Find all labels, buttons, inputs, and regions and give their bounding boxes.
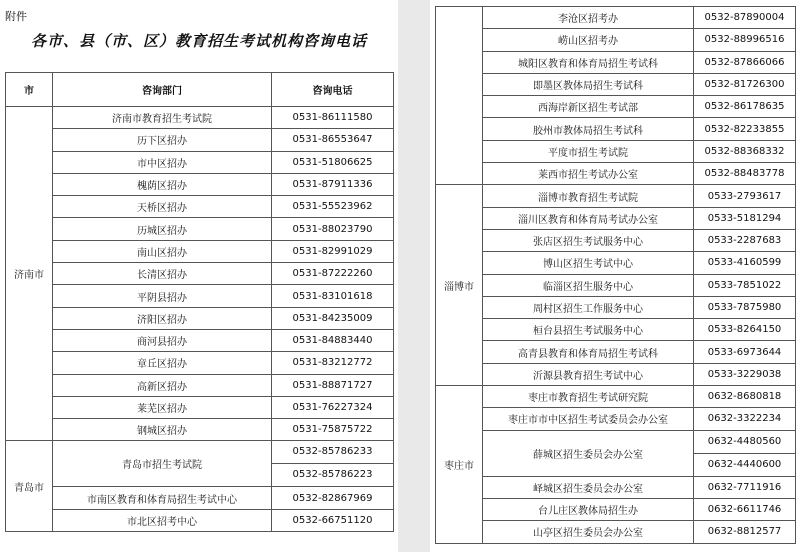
dept-cell: 高新区招办 [53, 374, 272, 396]
document-page-right [430, 0, 800, 552]
table-row [436, 274, 796, 296]
table-row [436, 252, 796, 274]
dept-cell: 高青县教育和体育局招生考试科 [483, 341, 694, 363]
document-title: 各市、县（市、区）教育招生考试机构咨询电话 [30, 32, 367, 50]
phone-cell: 0533-7875980 [694, 296, 796, 318]
header-phone: 咨询电话 [272, 73, 394, 107]
dept-cell: 即墨区教体局招生考试科 [483, 73, 694, 95]
city-cell: 济南市 [6, 107, 53, 441]
phone-cell: 0532-88368332 [694, 140, 796, 162]
dept-cell: 槐荫区招办 [53, 173, 272, 195]
dept-cell: 台儿庄区教体局招生办 [483, 498, 694, 520]
table-row [436, 430, 796, 476]
phone-cell: 0533-3229038 [694, 363, 796, 385]
phone-primary: 0632-4480560 [707, 435, 782, 447]
dept-cell: 沂源县教育招生考试中心 [483, 363, 694, 385]
table-row [6, 329, 394, 351]
contact-table-right [435, 6, 796, 544]
annex-label: 附件 [5, 10, 27, 23]
dept-cell: 临淄区招生服务中心 [483, 274, 694, 296]
dept-cell: 市北区招考中心 [53, 509, 272, 531]
phone-cell: 0531-86111580 [272, 107, 394, 129]
table-row [436, 341, 796, 363]
header-city: 市 [6, 73, 53, 107]
phone-secondary: 0632-4440600 [694, 453, 795, 476]
table-row [6, 307, 394, 329]
table-row [6, 218, 394, 240]
phone-cell: 0531-55523962 [272, 196, 394, 218]
dept-cell: 天桥区招办 [53, 196, 272, 218]
table-row [6, 196, 394, 218]
phone-cell: 0533-5181294 [694, 207, 796, 229]
table-row [436, 363, 796, 385]
phone-cell: 0531-83212772 [272, 352, 394, 374]
table-row [436, 185, 796, 207]
phone-cell: 0532-81726300 [694, 73, 796, 95]
document-page-left [0, 0, 398, 552]
table-row [6, 129, 394, 151]
table-row [6, 107, 394, 129]
table-row [436, 319, 796, 341]
city-cell: 枣庄市 [436, 386, 483, 543]
dept-cell: 济南市教育招生考试院 [53, 107, 272, 129]
phone-cell: 0531-87222260 [272, 263, 394, 285]
phone-cell: 0531-83101618 [272, 285, 394, 307]
phone-cell: 0531-84235009 [272, 307, 394, 329]
table-row [6, 240, 394, 262]
table-header-row [6, 73, 394, 107]
dept-cell: 历城区招办 [53, 218, 272, 240]
phone-cell: 0533-8264150 [694, 319, 796, 341]
phone-cell: 0531-75875722 [272, 419, 394, 441]
phone-cell: 0531-84883440 [272, 329, 394, 351]
dept-cell: 枣庄市教育招生考试研究院 [483, 386, 694, 408]
dept-cell: 淄川区教育和体育局考试办公室 [483, 207, 694, 229]
table-row [6, 509, 394, 531]
table-row [6, 374, 394, 396]
dept-cell: 市中区招办 [53, 151, 272, 173]
dept-cell: 平度市招生考试院 [483, 140, 694, 162]
table-row [436, 51, 796, 73]
dept-cell: 莱西市招生考试办公室 [483, 163, 694, 185]
phone-cell: 0532-88483778 [694, 163, 796, 185]
table-row [436, 7, 796, 29]
phone-cell: 0533-6973644 [694, 341, 796, 363]
phone-cell: 0532-82233855 [694, 118, 796, 140]
dept-cell: 平阴县招办 [53, 285, 272, 307]
phone-cell: 0532-86178635 [694, 96, 796, 118]
table-row [6, 285, 394, 307]
dept-cell: 历下区招办 [53, 129, 272, 151]
dept-cell: 淄博市教育招生考试院 [483, 185, 694, 207]
phone-cell: 0632-8680818 [694, 386, 796, 408]
phone-cell: 0532-87890004 [694, 7, 796, 29]
contact-table-left [5, 72, 394, 532]
table-row [6, 396, 394, 418]
dept-cell: 商河县招办 [53, 329, 272, 351]
dept-cell: 南山区招办 [53, 240, 272, 262]
header-dept: 咨询部门 [53, 73, 272, 107]
phone-cell: 0531-51806625 [272, 151, 394, 173]
city-cell: 淄博市 [436, 185, 483, 386]
city-cell: 青岛市 [6, 441, 53, 532]
table-row [436, 207, 796, 229]
phone-cell: 0632-3322234 [694, 408, 796, 430]
dept-cell: 博山区招生考试中心 [483, 252, 694, 274]
table-row [436, 118, 796, 140]
phone-cell: 0632-8812577 [694, 521, 796, 543]
dept-cell: 西海岸新区招生考试部 [483, 96, 694, 118]
dept-cell: 桓台县招生考试服务中心 [483, 319, 694, 341]
table-row [6, 151, 394, 173]
dept-cell: 钢城区招办 [53, 419, 272, 441]
table-row [436, 96, 796, 118]
phone-cell [694, 430, 796, 476]
phone-cell: 0532-87866066 [694, 51, 796, 73]
phone-cell: 0532-82867969 [272, 487, 394, 509]
dept-cell: 城阳区教育和体育局招生考试科 [483, 51, 694, 73]
phone-primary: 0532-85786233 [292, 446, 373, 458]
dept-cell: 张店区招生考试服务中心 [483, 229, 694, 251]
table-row [436, 296, 796, 318]
phone-cell: 0632-6611746 [694, 498, 796, 520]
phone-secondary: 0532-85786223 [272, 463, 393, 486]
table-row [436, 476, 796, 498]
city-cell-continued [436, 7, 483, 185]
dept-cell: 济阳区招办 [53, 307, 272, 329]
phone-cell: 0531-88023790 [272, 218, 394, 240]
phone-cell: 0531-87911336 [272, 173, 394, 195]
table-row [6, 263, 394, 285]
dept-cell: 长清区招办 [53, 263, 272, 285]
table-row [6, 487, 394, 509]
table-row [6, 419, 394, 441]
table-row [6, 352, 394, 374]
table-row [436, 498, 796, 520]
dept-cell: 薛城区招生委员会办公室 [483, 430, 694, 476]
table-row [6, 441, 394, 487]
table-row [436, 140, 796, 162]
dept-cell: 崂山区招考办 [483, 29, 694, 51]
dept-cell: 胶州市教体局招生考试科 [483, 118, 694, 140]
dept-cell: 莱芜区招办 [53, 396, 272, 418]
phone-cell: 0531-76227324 [272, 396, 394, 418]
table-row [436, 521, 796, 543]
phone-cell: 0532-66751120 [272, 509, 394, 531]
phone-cell: 0632-7711916 [694, 476, 796, 498]
phone-cell: 0531-86553647 [272, 129, 394, 151]
dept-cell: 章丘区招办 [53, 352, 272, 374]
dept-cell: 枣庄市市中区招生考试委员会办公室 [483, 408, 694, 430]
phone-cell [272, 441, 394, 487]
dept-cell: 山亭区招生委员会办公室 [483, 521, 694, 543]
table-row [436, 163, 796, 185]
phone-cell: 0531-88871727 [272, 374, 394, 396]
dept-cell: 李沧区招考办 [483, 7, 694, 29]
phone-cell: 0533-2287683 [694, 229, 796, 251]
phone-cell: 0532-88996516 [694, 29, 796, 51]
table-row [436, 29, 796, 51]
phone-cell: 0533-2793617 [694, 185, 796, 207]
table-row [436, 386, 796, 408]
phone-cell: 0533-4160599 [694, 252, 796, 274]
dept-cell: 青岛市招生考试院 [53, 441, 272, 487]
dept-cell: 峄城区招生委员会办公室 [483, 476, 694, 498]
table-row [436, 408, 796, 430]
dept-cell: 周村区招生工作服务中心 [483, 296, 694, 318]
phone-cell: 0533-7851022 [694, 274, 796, 296]
phone-cell: 0531-82991029 [272, 240, 394, 262]
table-row [436, 73, 796, 95]
table-row [436, 229, 796, 251]
table-row [6, 173, 394, 195]
dept-cell: 市南区教育和体育局招生考试中心 [53, 487, 272, 509]
